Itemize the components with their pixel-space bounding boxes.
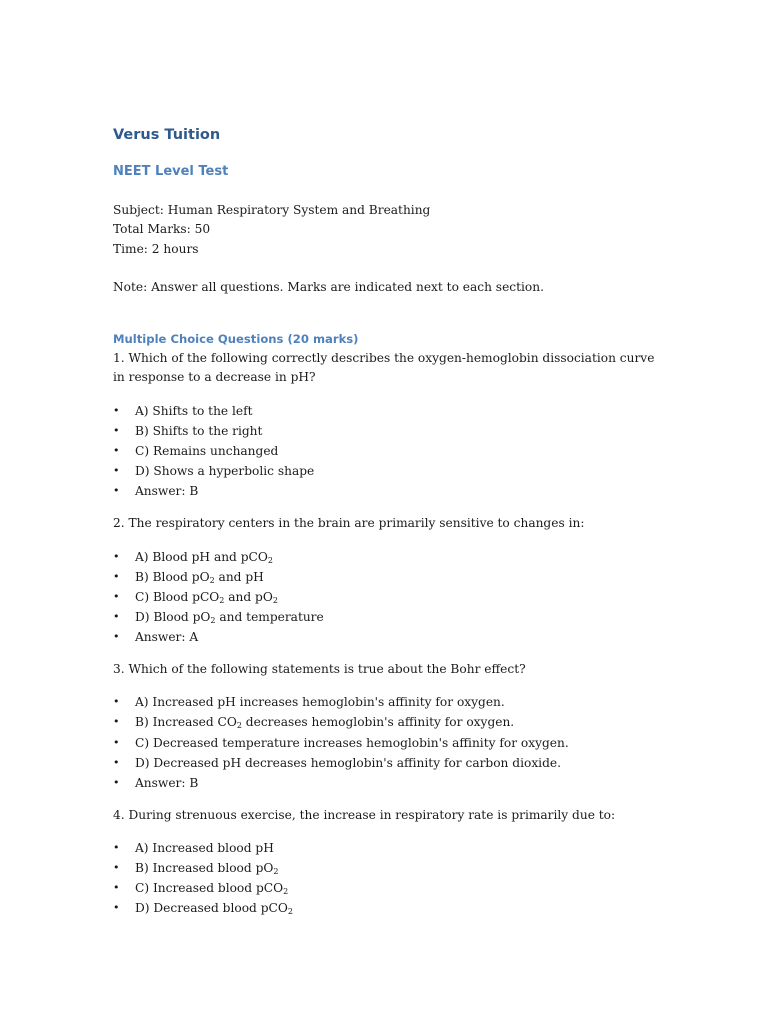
option-item (113, 401, 658, 421)
bullet-icon: • (113, 609, 120, 623)
option-item (113, 898, 658, 918)
question-list (113, 349, 658, 918)
bullet-icon: • (113, 423, 120, 437)
answer-item (113, 773, 658, 793)
option-item (113, 461, 658, 481)
option-item (113, 878, 658, 898)
option-item (113, 712, 658, 732)
option-item (113, 421, 658, 441)
bullet-icon: • (113, 715, 120, 729)
time-line: Time: 2 hours (113, 241, 199, 256)
option-text: A) Increased blood pH (135, 841, 274, 856)
question-block (113, 514, 658, 647)
option-text: A) Increased pH increases hemoglobin's affinity for oxygen. (135, 695, 505, 710)
bullet-icon: • (113, 841, 120, 855)
bullet-icon: • (113, 735, 120, 749)
option-list (113, 838, 658, 918)
option-text: Answer: B (135, 775, 199, 790)
bullet-icon: • (113, 464, 120, 478)
question-text: 3. Which of the following statements is true about the Bohr effect? (113, 662, 526, 677)
option-item (113, 858, 658, 878)
option-text: B) Blood $pO_2$ and pH (135, 569, 264, 585)
bullet-icon: • (113, 861, 120, 875)
bullet-icon: • (113, 484, 120, 498)
total-marks-line: Total Marks: 50 (113, 222, 211, 237)
option-item (113, 587, 658, 607)
question-text: 2. The respiratory centers in the brain are primarily sensitive to changes in: (113, 516, 585, 531)
question-text: 1. Which of the following correctly describes the oxygen-hemoglobin dissociation curve in response to a decrease in pH? (113, 351, 655, 385)
option-text: C) Blood pCO$_2$ and $pO_2$ (135, 589, 278, 605)
subject-line: Subject: Human Respiratory System and Breathing (113, 203, 431, 217)
question-block (113, 349, 658, 501)
option-text: B) Increased $CO_2$ decreases hemoglobin's affinity for oxygen. (135, 715, 515, 731)
option-text: D) Decreased blood pCO$_2$ (135, 901, 293, 917)
option-text: B) Increased blood $pO_2$ (135, 861, 279, 877)
option-text: Answer: A (135, 629, 199, 644)
document-title: Verus Tuition (113, 127, 221, 143)
test-meta (113, 201, 658, 259)
option-text: D) Blood $pO_2$ and temperature (135, 609, 324, 625)
option-item (113, 753, 658, 773)
option-item (113, 607, 658, 627)
answer-item (113, 481, 658, 501)
document-page (113, 124, 658, 931)
bullet-icon: • (113, 403, 120, 417)
bullet-icon: • (113, 443, 120, 457)
option-item (113, 441, 658, 461)
option-item (113, 838, 658, 858)
bullet-icon: • (113, 901, 120, 915)
instructions-note: Note: Answer all questions. Marks are indicated next to each section. (113, 279, 544, 294)
document-subtitle: NEET Level Test (113, 164, 229, 179)
option-text: Answer: B (135, 484, 199, 499)
bullet-icon: • (113, 775, 120, 789)
question-block (113, 660, 658, 793)
option-list (113, 547, 658, 647)
option-text: C) Decreased temperature increases hemoglobin's affinity for oxygen. (135, 735, 569, 750)
option-text: D) Decreased pH decreases hemoglobin's affinity for carbon dioxide. (135, 755, 561, 770)
answer-item (113, 627, 658, 647)
option-text: A) Shifts to the left (135, 403, 253, 418)
option-item (113, 547, 658, 567)
question-text: 4. During strenuous exercise, the increase in respiratory rate is primarily due to: (113, 807, 616, 822)
bullet-icon: • (113, 881, 120, 895)
option-item (113, 567, 658, 587)
bullet-icon: • (113, 589, 120, 603)
question-block (113, 806, 658, 919)
bullet-icon: • (113, 695, 120, 709)
option-list (113, 401, 658, 501)
section-heading: Multiple Choice Questions (20 marks) (113, 332, 359, 347)
bullet-icon: • (113, 629, 120, 643)
option-text: D) Shows a hyperbolic shape (135, 464, 315, 479)
option-text: A) Blood pH and pCO$_2$ (135, 549, 273, 565)
bullet-icon: • (113, 569, 120, 583)
bullet-icon: • (113, 549, 120, 563)
bullet-icon: • (113, 755, 120, 769)
option-item (113, 692, 658, 712)
option-text: C) Increased blood pCO$_2$ (135, 881, 289, 897)
option-text: C) Remains unchanged (135, 443, 279, 458)
option-item (113, 733, 658, 753)
option-list (113, 692, 658, 792)
option-text: B) Shifts to the right (135, 423, 263, 438)
